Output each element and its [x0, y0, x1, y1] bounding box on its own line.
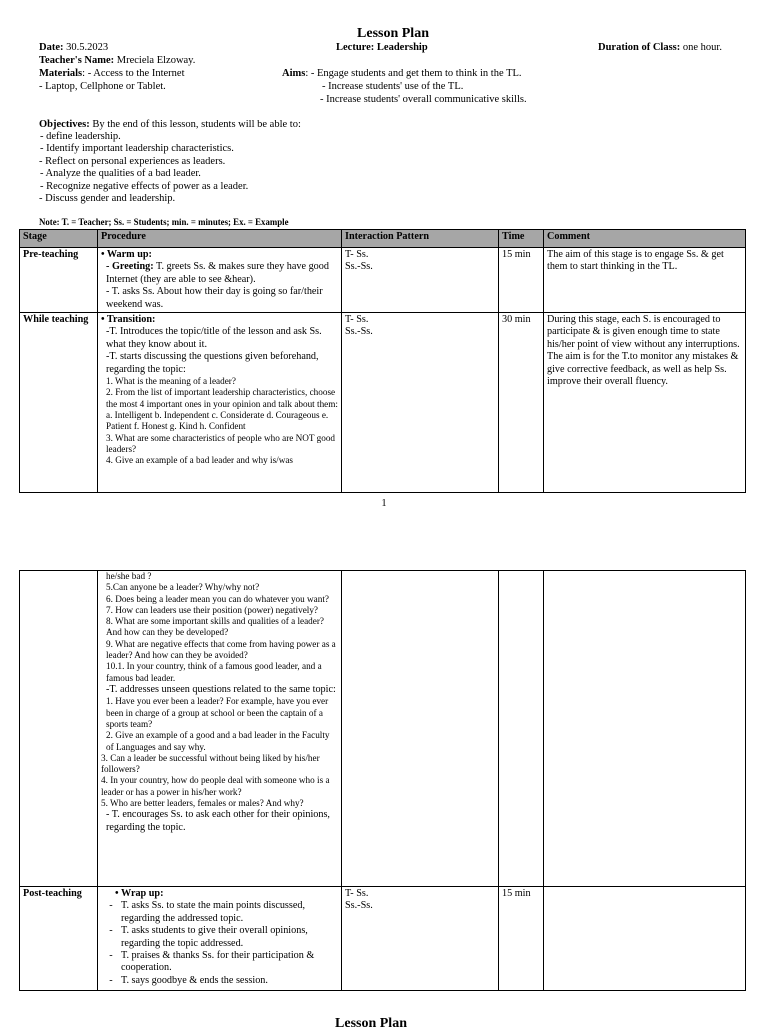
materials-value: : - Access to the Internet: [82, 68, 185, 79]
procedure-cell: • Transition: -T. Introduces the topic/title of the lesson and ask Ss. what they know about it. -T. starts discussing the questions given beforehand, regarding the topic: 1. What is the meaning of a leader? 2. From the list of important leadership characteristics, choose the most 4 important ones in your opinion and talk about them: a. Intelligent b. Independent c. Considerate d. Courageous e. Patient f. Honest g. Kind h. Confident 3. What are some characteristics of people who are NOT good leaders? 4. Give an example of a bad leader and why is/was: [98, 313, 342, 493]
objectives-intro: [39, 119, 301, 132]
objective-item: - Identify important leadership characteristics.: [40, 143, 234, 154]
comment-cell: [544, 887, 746, 991]
warm-up-heading: • Warm up:: [101, 249, 152, 260]
stage-cell: While teaching: [20, 313, 98, 493]
stage-cell: Pre-teaching: [20, 248, 98, 313]
objective-item: - Reflect on personal experiences as leaders.: [39, 156, 226, 167]
lecture-value: Leadership: [376, 42, 428, 53]
table-row-post-teaching: [20, 887, 746, 991]
objectives-label: Objectives:: [39, 119, 90, 130]
time-cell: [499, 571, 544, 887]
column-header-time: Time: [499, 230, 544, 248]
interaction-cell: [342, 571, 499, 887]
procedure-cell: [98, 248, 342, 313]
list-item: - T. asks students to give their overall opinions, regarding the topic addressed.: [109, 925, 308, 949]
duration-line: [598, 42, 722, 55]
table-row-while-teaching-cont: [20, 571, 746, 887]
materials-line-2: - Laptop, Cellphone or Tablet.: [39, 81, 166, 92]
transition-heading: • Transition:: [101, 314, 156, 326]
column-header-procedure: Procedure: [98, 230, 342, 248]
list-item: - T. says goodbye & ends the session.: [109, 974, 268, 986]
procedure-cell: he/she bad ? 5.Can anyone be a leader? Why/why not? 6. Does being a leader mean you can do whatever you want? 7. How can leaders use their position (power) negatively? 8. What are some important skills and qualities of a leader? And how can they be developed? 9. What are negative effects that come from having power as a leader? And how can they be avoided? 10.1. In your country, think of a famous good leader, and a famous bad leader. -T. addresses unseen questions related to the same topic: 1. Have you ever been a leader? For example, have you ever been in charge of a group at school or been the captain of a sports team? 2. Give an example of a good and a bad leader in the Faculty of Languages and say why. 3. Can a leader be successful without being liked by his/her followers? 4. In your country, how do people deal with someone who is a leader or has a power in his/her work? 5. Who are better leaders, females or males? And why? - T. encourages Ss. to ask each other for their opinions, regarding the topic.: [98, 571, 342, 887]
teacher-value: Mreciela Elzoway.: [116, 55, 196, 66]
column-header-interaction: Interaction Pattern: [342, 230, 499, 248]
ask-text: - T. asks Ss. About how their day is going so far/their weekend was.: [106, 286, 323, 310]
teacher-line: [39, 55, 195, 68]
objective-item: - Recognize negative effects of power as a leader.: [40, 181, 249, 192]
interaction-cell: T- Ss. Ss.-Ss.: [342, 313, 499, 493]
table-row-pre-teaching: [20, 248, 746, 313]
aims-item-2: - Increase students' use of the TL.: [322, 81, 464, 92]
table-row-while-teaching: [20, 313, 746, 493]
page-title: Lesson Plan: [357, 26, 429, 41]
list-item: - T. praises & thanks Ss. for their participation & cooperation.: [109, 950, 315, 974]
stage-cell: [20, 571, 98, 887]
wrap-up-heading: • Wrap up:: [115, 888, 164, 899]
aims-label: Aims: [282, 68, 306, 79]
time-cell: 15 min: [499, 248, 544, 313]
list-item: - T. asks Ss. to state the main points discussed, regarding the addressed topic.: [109, 900, 306, 924]
lecture-label: Lecture:: [336, 42, 375, 53]
interaction-cell: T- Ss. Ss.-Ss.: [342, 887, 499, 991]
next-page-title: Lesson Plan: [335, 1016, 407, 1031]
objectives-intro-text: By the end of this lesson, students will be able to:: [92, 119, 301, 130]
time-cell: 30 min: [499, 313, 544, 493]
materials-line: [39, 68, 185, 81]
procedure-cell: [98, 887, 342, 991]
table-header-row: [20, 230, 746, 248]
lesson-table: [19, 229, 746, 493]
date-value: 30.5.2023: [66, 42, 109, 53]
date-label: Date:: [39, 42, 64, 53]
lecture-line: [336, 42, 428, 55]
date-line: [39, 42, 108, 55]
duration-label: Duration of Class:: [598, 42, 681, 53]
time-cell: 15 min: [499, 887, 544, 991]
teacher-label: Teacher's Name:: [39, 55, 115, 66]
duration-value: one hour.: [682, 42, 722, 53]
aims-line-1: [282, 68, 522, 81]
aims-item-3: - Increase students' overall communicative skills.: [320, 94, 527, 105]
objective-item: - Discuss gender and leadership.: [39, 193, 176, 204]
stage-cell: Post-teaching: [20, 887, 98, 991]
lesson-table-continued: [19, 570, 746, 991]
column-header-comment: Comment: [544, 230, 746, 248]
page-number: 1: [381, 498, 387, 509]
objective-item: - Analyze the qualities of a bad leader.: [40, 168, 201, 179]
column-header-stage: Stage: [20, 230, 98, 248]
greeting-text: - Greeting: T. greets Ss. & makes sure they have good Internet (they are able to see &hear).: [106, 261, 329, 285]
abbreviation-note: Note: T. = Teacher; Ss. = Students; min. = minutes; Ex. = Example: [39, 218, 289, 228]
objective-item: - define leadership.: [40, 131, 121, 142]
comment-cell: During this stage, each S. is encouraged to participate & is given enough time to state his/her point of view without any interruptions. The aim is for the T.to monitor any mistakes & give corrective feedback, as well as help Ss. improve their overall fluency.: [544, 313, 746, 493]
comment-cell: [544, 571, 746, 887]
aims-item-1: : - Engage students and get them to think in the TL.: [305, 68, 522, 79]
materials-label: Materials: [39, 68, 83, 79]
comment-cell: The aim of this stage is to engage Ss. & get them to start thinking in the TL.: [544, 248, 746, 313]
interaction-cell: T- Ss. Ss.-Ss.: [342, 248, 499, 313]
